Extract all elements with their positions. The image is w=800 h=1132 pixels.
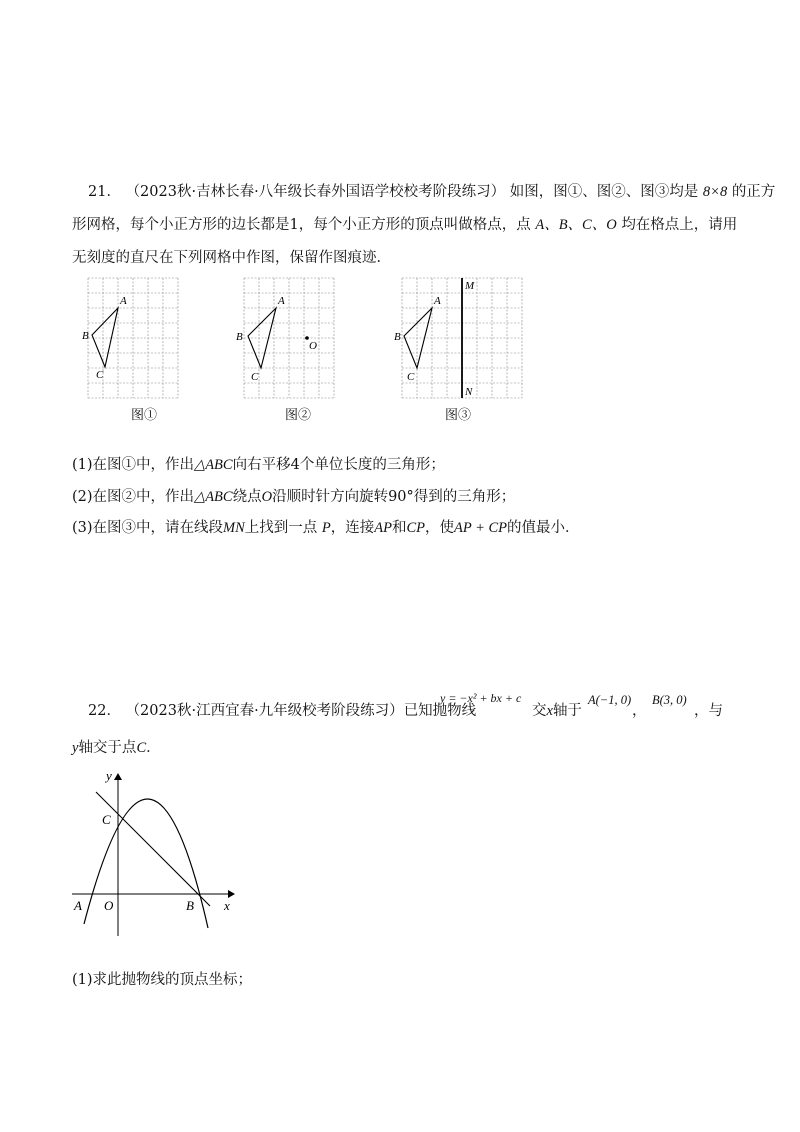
label-a: A	[278, 295, 285, 307]
q22-comma: ，	[632, 703, 647, 719]
figure-1	[82, 272, 182, 404]
q21-part-1	[72, 455, 445, 475]
segment-name: AP	[374, 520, 392, 536]
q21-text: 无刻度的直尺在下列网格中作图，保留作图痕迹．	[72, 250, 391, 266]
part-text: ，连接	[330, 520, 375, 536]
q21-grid-size: 8×8	[702, 184, 728, 200]
label-b: B	[186, 898, 194, 913]
caption-fig-1: 图①	[130, 408, 157, 423]
q22-line-2: y轴交于点C．	[72, 740, 161, 756]
caption-fig-3: 图③	[444, 408, 471, 423]
label-c: C	[407, 371, 415, 383]
q22-text: 已知抛物线	[403, 703, 477, 719]
label-o: O	[104, 898, 114, 913]
q22-point-b: B(3, 0)	[652, 693, 687, 707]
part-text: (1)在图①中，作出	[72, 457, 195, 473]
label-o: O	[309, 340, 317, 352]
label-y: y	[106, 768, 112, 783]
part-text: 沿顺时针方向旋转90°得到的三角形；	[272, 489, 516, 505]
part-text: 上找到一点	[244, 520, 318, 536]
q21-line-2	[72, 215, 737, 235]
q21-text: 的正方	[731, 184, 776, 200]
part-text: 绕点	[232, 489, 262, 505]
q21-number: 21．	[88, 184, 121, 200]
segment-name: CP	[406, 520, 426, 536]
q22-number: 22．	[88, 703, 121, 719]
point-name: P	[321, 520, 331, 536]
triangle-name: △ABC	[194, 457, 233, 473]
q22-point-a: A(−1, 0)	[588, 693, 632, 707]
triangle-name: △ABC	[194, 489, 233, 505]
part-text: (3)在图③中，请在线段	[72, 520, 224, 536]
caption-fig-2: 图②	[284, 408, 311, 423]
label-x: x	[224, 898, 230, 913]
segment-name: MN	[223, 520, 245, 536]
label-a: A	[434, 295, 441, 307]
label-c: C	[102, 812, 111, 827]
q22-part-1: (1)求此抛物线的顶点坐标；	[72, 972, 253, 988]
label-b: B	[82, 330, 89, 342]
part-text: 向右平移4个单位长度的三角形；	[232, 457, 445, 473]
label-b: B	[394, 331, 401, 343]
q21-part-2	[72, 487, 515, 507]
q21-points: A、B、C、O	[535, 217, 617, 233]
parabola-graph	[68, 768, 244, 938]
q21-text: 形网格，每个小正方形的边长都是1，每个小正方形的顶点叫做格点，点	[72, 217, 531, 233]
q21-text: 均在格点上，请用	[621, 217, 738, 233]
point-name: O	[261, 489, 273, 505]
expression: AP + CP	[454, 520, 508, 536]
part-text: 和	[391, 520, 407, 536]
figure-3	[392, 272, 524, 404]
part-text: (2)在图②中，作出	[72, 489, 195, 505]
q21-line-3	[72, 248, 391, 268]
part-text: 的值最小．	[507, 520, 580, 536]
label-c: C	[96, 369, 104, 381]
q22-line-1b: 交x轴于	[532, 703, 582, 719]
q22-line-1c: ，与	[694, 703, 723, 719]
q22-line-1	[88, 701, 476, 721]
label-c: C	[251, 371, 259, 383]
q22-equation: y = −x² + bx + c	[440, 691, 522, 705]
part-text: ，使	[425, 520, 455, 536]
label-a: A	[120, 295, 127, 307]
triangle-abc	[92, 308, 118, 367]
q21-part-3	[72, 518, 580, 538]
line-bc	[96, 792, 210, 906]
q21-text: 如图，图①、图②、图③均是	[509, 184, 699, 200]
label-n: N	[465, 386, 473, 398]
q21-source: （2023秋·吉林长春·八年级长春外国语学校校考阶段练习）	[125, 184, 506, 200]
label-b: B	[236, 331, 243, 343]
label-m: M	[465, 280, 475, 292]
figure-2	[236, 272, 346, 404]
q21-line-1	[88, 182, 775, 202]
label-a: A	[74, 898, 82, 913]
q22-source: （2023秋·江西宜春·九年级校考阶段练习）	[125, 703, 404, 719]
